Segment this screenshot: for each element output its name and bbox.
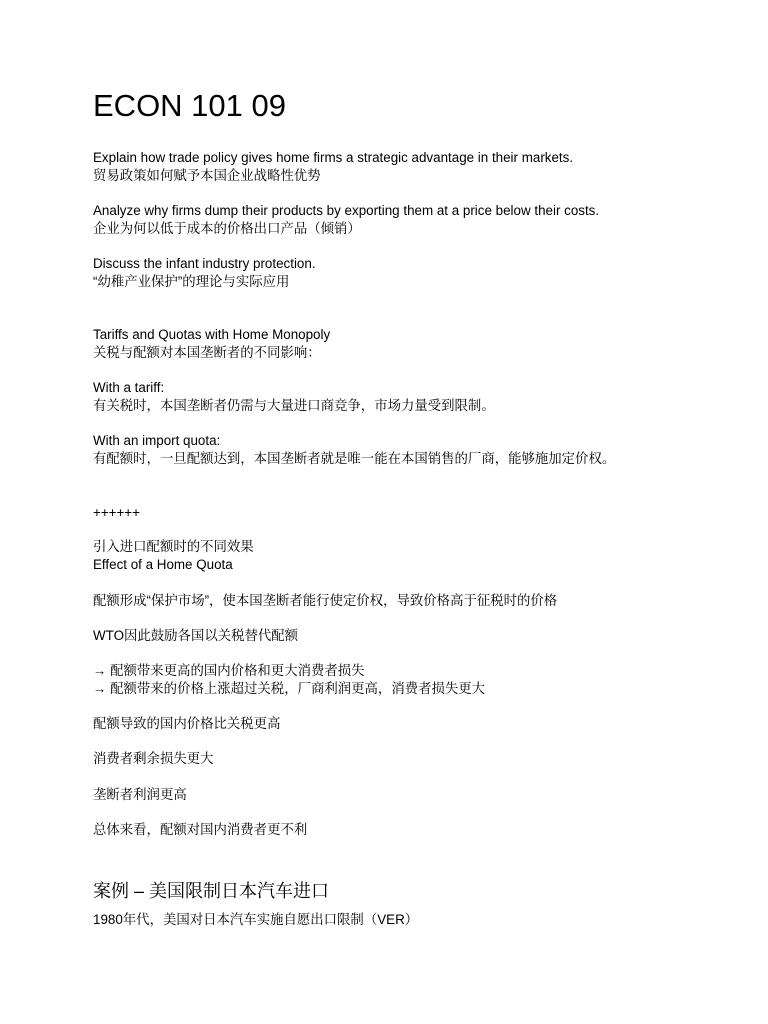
intro-line-5: Discuss the infant industry protection. [93,256,316,271]
quota-arrow-1: → 配额带来更高的国内价格和更大消费者损失 [93,663,365,678]
tariffs-heading-cn: 关税与配额对本国垄断者的不同影响： [93,345,321,360]
page-title: ECON 101 09 [93,88,286,123]
quota-text: 有配额时，一旦配额达到，本国垄断者就是唯一能在本国销售的厂商，能够施加定价权。 [93,451,616,466]
home-quota-heading-cn: 引入进口配额时的不同效果 [93,539,254,554]
intro-line-2: 贸易政策如何赋予本国企业战略性优势 [93,168,321,183]
tariffs-heading: Tariffs and Quotas with Home Monopoly [93,327,331,342]
intro-line-6: “幼稚产业保护”的理论与实际应用 [93,274,290,289]
quota-point-1: 配额形成“保护市场”，使本国垄断者能行使定价权，导致价格高于征税时的价格 [93,593,558,608]
home-quota-heading: Effect of a Home Quota [93,557,233,572]
quota-arrow-2: → 配额带来的价格上涨超过关税，厂商利润更高，消费者损失更大 [93,681,486,696]
intro-line-4: 企业为何以低于成本的价格出口产品（倾销） [93,221,361,236]
tariff-label: With a tariff: [93,380,165,395]
quota-point-5: 垄断者利润更高 [93,787,187,802]
separator-text: ++++++ [93,505,140,520]
intro-line-1: Explain how trade policy gives home firms a strategic advantage in their markets. [93,150,574,165]
quota-point-2: WTO因此鼓励各国以关税替代配额 [93,628,299,643]
quota-point-6: 总体来看，配额对国内消费者更不利 [93,822,308,837]
intro-line-3: Analyze why firms dump their products by exporting them at a price below their costs. [93,203,600,218]
case-text: 1980年代，美国对日本汽车实施自愿出口限制（VER） [93,912,419,927]
quota-label: With an import quota: [93,433,221,448]
quota-point-3: 配额导致的国内价格比关税更高 [93,716,281,731]
quota-point-4: 消费者剩余损失更大 [93,751,214,766]
tariff-text: 有关税时，本国垄断者仍需与大量进口商竞争，市场力量受到限制。 [93,398,495,413]
case-heading: 案例 – 美国限制日本汽车进口 [93,881,330,901]
